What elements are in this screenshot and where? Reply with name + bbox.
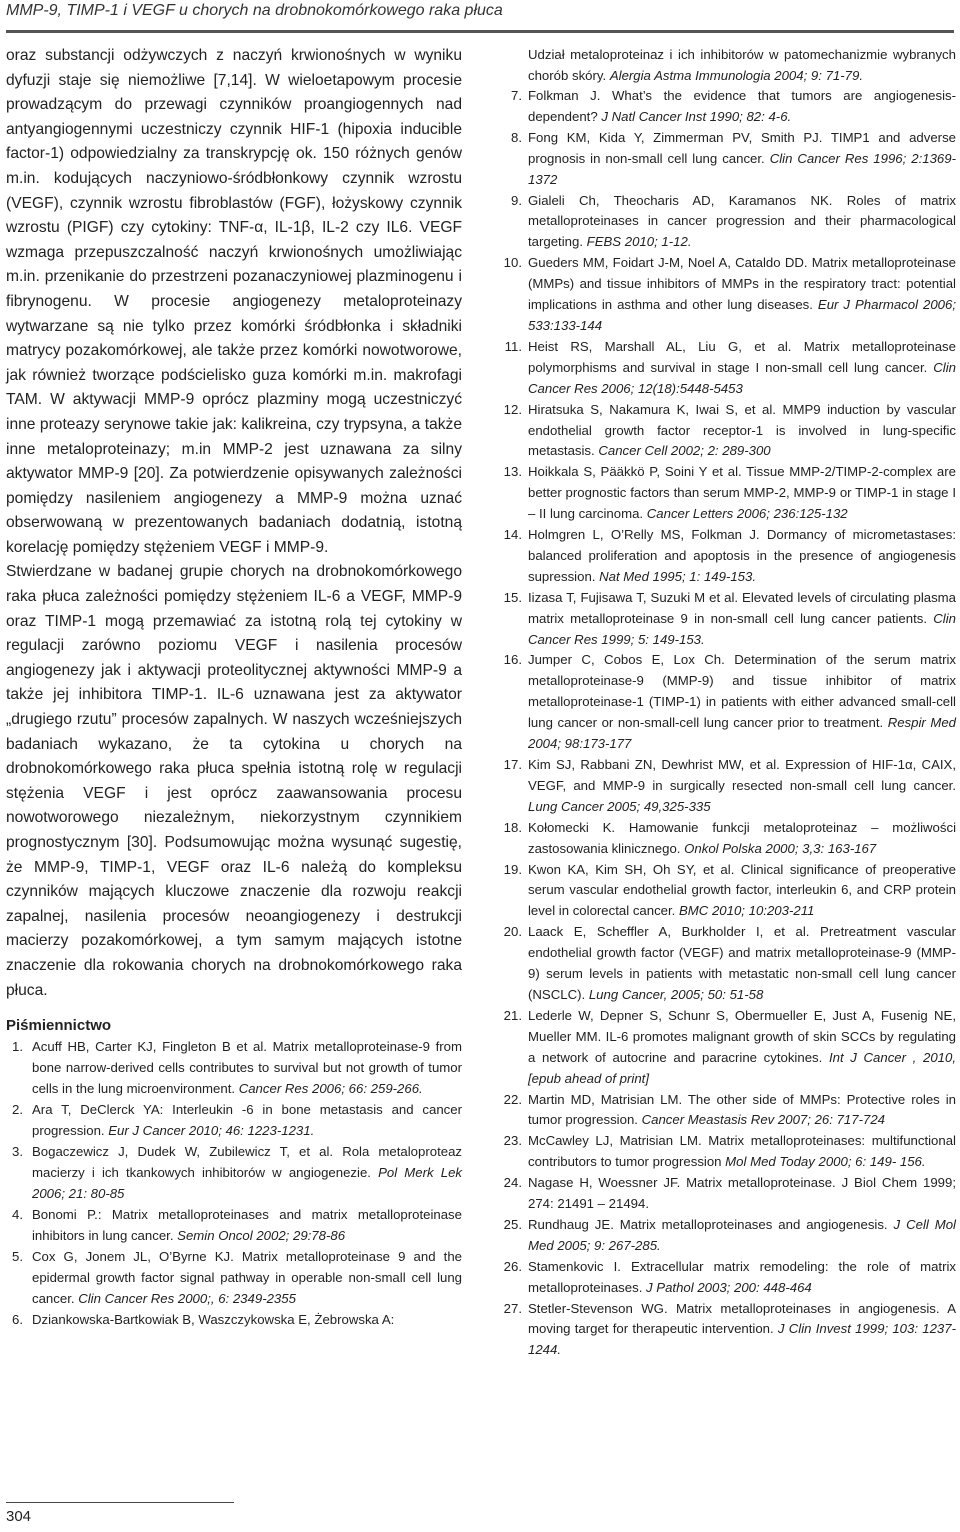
reference-number: 11. [504, 338, 522, 354]
reference-text: Hiratsuka S, Nakamura K, Iwai S, et al. MMP9 induction by vascular endothelial growth factor receptor-1 is involved in lung-specific metastasis. [528, 401, 956, 459]
reference-text: Holmgren L, O’Relly MS, Folkman J. Dormancy of micrometastases: balanced proliferation and apoptosis in the presence of angiogenesis supression. [528, 527, 956, 584]
reference-text: Kołomecki K. Hamowanie funkcji metaloproteinaz – możliwości zastosowania klinicznego. [528, 819, 956, 856]
reference-text: McCawley LJ, Matrisian LM. Matrix metalloproteinases: multifunctional contributors to tumor progression [528, 1133, 956, 1170]
reference-item [500, 922, 956, 1006]
reference-text: Acuff HB, Carter KJ, Fingleton B et al. Matrix metalloproteinase-9 from bone narrow-derived cells contributes to survival but not growth of tumor cells in the lung microenvironment. [32, 1039, 462, 1097]
reference-item [500, 337, 956, 400]
reference-text: Iizasa T, Fujisawa T, Suzuki M et al. Elevated levels of circulating plasma matrix metalloproteinase 9 in non-small cell lung cancer patients. [528, 589, 956, 626]
reference-number: 20. [503, 924, 522, 940]
article-body [6, 44, 462, 1003]
reference-number: 15. [503, 589, 522, 605]
reference-number: 5. [12, 1249, 23, 1265]
reference-citation: Lung Cancer, 2005; 50: 51-58 [588, 986, 764, 1002]
reference-item [500, 1215, 956, 1257]
reference-citation: J Natl Cancer Inst 1990; 82: 4-6. [601, 108, 792, 124]
reference-citation: BMC 2010; 10:203-211 [679, 903, 815, 919]
reference-item [500, 588, 956, 651]
reference-text: Kwon KA, Kim SH, Oh SY, et al. Clinical significance of preoperative serum vascular endothelial growth factor, interleukin 6, and CRP protein level in colorectal cancer. [528, 861, 956, 919]
body-paragraph: Stwierdzane w badanej grupie chorych na drobnokomórkowego raka płuca zależności pomiędzy stężeniem IL-6 a VEGF, MMP-9 oraz TIMP-1 mogą przemawiać za istotną rolą tej cytokiny w regulacji zarówno poziomu VEGF i nasilenia procesów angiogenezy jak i aktywacji proteolitycznej aktywności MMP-9 a także jej inhibitora TIMP-1. IL-6 uznawana jest za aktywator „drugiego rzutu” procesów zapalnych. W naszych wcześniejszych badaniach wykazano, że ta cytokina u chorych na drobnokomórkowego raka płuca spełnia istotną rolę w regulacji stężenia VEGF i jest oprócz zaawansowania procesu nowotworowego niezależnym, niekorzystnym czynnikiem prognostycznym [30]. Podsumowując można wysunąć sugestię, że MMP-9, TIMP-1, VEGF oraz IL-6 należą do kompleksu czynników mających kluczowe znaczenie dla rozwoju reakcji zapalnej, nasilenia procesów neoangiogenezy i destrukcji macierzy pozakomórkowej, a tym samym mających istotne znaczenie dla rokowania chorych na drobnokomórkowego raka płuca. [6, 563, 462, 999]
reference-number: 21. [503, 1007, 522, 1023]
reference-item [500, 525, 956, 588]
reference-item [500, 400, 956, 463]
reference-item [500, 650, 956, 755]
reference-text: Heist RS, Marshall AL, Liu G, et al. Matrix metalloproteinase polymorphisms and survival in stage I non-small cell lung cancer. [528, 338, 956, 375]
reference-item [500, 818, 956, 860]
reference-item [500, 462, 956, 525]
reference-text: Kim SJ, Rabbani ZN, Dewhrist MW, et al. Expression of HIF-1α, CAIX, VEGF, and MMP-9 in surgically resected non-small cell lung cancer. [528, 757, 956, 793]
references-heading: Piśmiennictwo [6, 1017, 112, 1035]
reference-number: 1. [12, 1039, 23, 1055]
reference-text: Jumper C, Cobos E, Lox Ch. Determination of the serum matrix metalloproteinase-9 (MMP-9) and tissue inhibitor of matrix metalloproteinase-1 (TIMP-1) in patients with either advanced small-cell lung cancer or non-small-cell lung cancer prior to treatment. [528, 652, 956, 731]
reference-text: Gialeli Ch, Theocharis AD, Karamanos NK. Roles of matrix metalloproteinases in cancer progression and their pharmacological targeting. [528, 192, 956, 250]
reference-item [6, 1246, 462, 1309]
reference-number: 7. [511, 88, 522, 103]
reference-text: Nagase H, Woessner JF. Matrix metalloproteinase. J Biol Chem 1999; 274: 21491 – 21494. [528, 1175, 956, 1212]
reference-citation: Eur J Pharmacol 2006; 533:133-144 [528, 297, 956, 333]
reference-text: Martin MD, Matrisian LM. The other side of MMPs: Protective roles in tumor progression. [528, 1091, 956, 1128]
reference-text: Stamenkovic I. Extracellular matrix remodeling: the role of matrix metalloproteinases. [528, 1258, 956, 1295]
reference-item [500, 1090, 956, 1132]
body-paragraph: oraz substancji odżywczych z naczyń krwionośnych w wyniku dyfuzji staje się niemożliwe [7,14]. W wieloetapowym procesie prowadzącym do przewagi czynników proangiogennych nad antyangiogennymi uczestniczy czynnik HIF-1 (hipoxia inducible factor-1) odpowiedzialny za transkrypcję ok. 150 różnych genów m.in. kodujących naczyniowo-śródbłonkowy czynnik wzrostu (VEGF), czynnik wzrostu fibroblastów (FGF), łożyskowy czynnik wzrostu (PIGF) czy cytokiny: TNF-α, IL-1β, IL-2 czy IL6. VEGF wzmaga przepuszczalność naczyń krwionośnych umożliwiając m.in. przenikanie do przestrzeni pozanaczyniowej plazminogenu i fibrynogenu. W procesie angiogenezy metaloproteinazy wytwarzane są nie tylko przez komórki śródbłonka i składniki matrycy pozakomórkowej, ale także przez komórki nowotworowe, jak również tworzące podścielisko guza komórki m.in. makrofagi TAM. W aktywacji MMP-9 oprócz plazminy mogą uczestniczyć inne proteazy serynowe takie jak: kalikreina, czy trypsyna, a także inne metaloproteinazy; m.in MMP-2 jest uznawana za silny aktywator MMP-9 [20]. Za potwierdzenie opisywanych zależności pomiędzy nasileniem angiogenezy a MMP-9 można uznać obserwowaną w prezentowanych badaniach dodatnią, istotną korelację pomiędzy stężeniem VEGF i MMP-9. [6, 47, 462, 556]
reference-number: 25. [503, 1216, 522, 1232]
reference-item [6, 1309, 462, 1330]
reference-number: 24. [503, 1175, 522, 1191]
reference-text: Fong KM, Kida Y, Zimmerman PV, Smith PJ. TIMP1 and adverse prognosis in non-small cell lung cancer. [528, 129, 956, 166]
reference-text: Bogaczewicz J, Dudek W, Zubilewicz T, et al. Rola metaloproteaz macierzy i ich tkankowych inhibitorów w angiogenezie. [32, 1144, 462, 1181]
reference-citation: Nat Med 1995; 1: 149-153. [599, 568, 757, 584]
reference-number: 9. [511, 192, 522, 208]
reference-item [500, 1006, 956, 1090]
reference-number: 18. [503, 819, 522, 835]
reference-text: Hoikkala S, Pääkkö P, Soini Y et al. Tissue MMP-2/TIMP-2-complex are better prognostic factors than serum MMP-2, MMP-9 or TIMP-1 in stage I – II lung carcinoma. [528, 464, 956, 522]
reference-number: 12. [503, 401, 522, 417]
reference-text: Lederle W, Depner S, Schunr S, Obermueller E, Just A, Fusenig NE, Mueller MM. IL-6 promotes malignant growth of skin SCCs by regulating a network of autocrine and paracrine cytokines. [528, 1007, 956, 1065]
reference-item [6, 1141, 462, 1204]
reference-citation: FEBS 2010; 1-12. [586, 234, 692, 250]
reference-citation: Cancer Cell 2002; 2: 289-300 [598, 443, 771, 459]
reference-number: 19. [503, 861, 522, 877]
reference-citation: Respir Med 2004; 98:173-177 [528, 715, 956, 752]
reference-text: Rundhaug JE. Matrix metalloproteinases and angiogenesis. [528, 1216, 894, 1232]
running-header [6, 0, 954, 33]
right-column [500, 44, 956, 1361]
reference-text: Dziankowska-Bartkowiak B, Waszczykowska E, Żebrowska A: [32, 1312, 395, 1328]
running-title: MMP-9, TIMP-1 i VEGF u chorych na drobnokomórkowego raka płuca [6, 2, 503, 19]
reference-number: 10. [503, 255, 522, 271]
reference-number: 13. [503, 464, 522, 480]
reference-item [500, 1257, 956, 1299]
references-list-left [6, 1036, 462, 1330]
reference-text: Gueders MM, Foidart J-M, Noel A, Cataldo DD. Matrix metalloproteinase (MMPs) and tissue inhibitors of MMPs in the respiratory tract: potential implications in asthma and other lung diseases. [528, 255, 956, 313]
reference-item [500, 86, 956, 128]
reference-item [6, 1036, 462, 1099]
reference-item [6, 1099, 462, 1141]
reference-citation: J Cell Mol Med 2005; 9: 267-285. [528, 1216, 956, 1253]
reference-citation: Lung Cancer 2005; 49,325-335 [528, 798, 711, 814]
reference-citation: Eur J Cancer 2010; 46: 1223-1231. [108, 1123, 315, 1139]
reference-text: Ara T, DeClerck YA: Interleukin -6 in bone metastasis and cancer progression. [32, 1102, 462, 1139]
reference-item [500, 1173, 956, 1215]
reference-citation: Pol Merk Lek 2006; 21: 80-85 [32, 1165, 462, 1202]
reference-item [500, 860, 956, 923]
reference-citation: Mol Med Today 2000; 6: 149- 156. [725, 1154, 926, 1170]
reference-citation: Clin Cancer Res 1996; 2:1369-1372 [528, 150, 956, 187]
reference-citation: Onkol Polska 2000; 3,3: 163-167 [684, 840, 877, 856]
reference-text: Stetler-Stevenson WG. Matrix metalloproteinases in angiogenesis. A moving target for therapeutic intervention. [528, 1300, 956, 1337]
reference-citation: Alergia Astma Immunologia 2004; 9: 71-79. [609, 68, 863, 83]
reference-citation: Cancer Res 2006; 66: 259-266. [238, 1081, 423, 1097]
reference-number: 23. [503, 1133, 522, 1149]
reference-citation: Cancer Meastasis Rev 2007; 26: 717-724 [641, 1112, 885, 1128]
reference-citation: Clin Cancer Res 1999; 5: 149-153. [528, 610, 956, 647]
footer-rule [6, 1502, 234, 1503]
reference-item [500, 191, 956, 254]
reference-citation: Clin Cancer Res 2000;, 6: 2349-2355 [78, 1291, 296, 1307]
reference-item [6, 1204, 462, 1246]
reference-text: Folkman J. What’s the evidence that tumors are angiogenesis-dependent? [528, 88, 956, 124]
reference-citation: J Clin Invest 1999; 103: 1237-1244. [528, 1321, 956, 1358]
reference-number: 4. [12, 1207, 23, 1223]
reference-number: 14. [503, 527, 522, 543]
reference-number: 26. [503, 1258, 522, 1274]
reference-citation: Semin Oncol 2002; 29:78-86 [177, 1228, 346, 1244]
reference-citation: J Pathol 2003; 200: 448-464 [646, 1279, 812, 1295]
reference-number: 2. [12, 1102, 23, 1118]
reference-text: Udział metaloproteinaz i ich inhibitorów w patomechanizmie wybranych chorób skóry. [528, 47, 956, 83]
reference-item [500, 755, 956, 818]
reference-citation: Clin Cancer Res 2006; 12(18):5448-5453 [528, 359, 956, 396]
reference-item [500, 253, 956, 337]
reference-item [500, 1131, 956, 1173]
reference-item [500, 1299, 956, 1362]
reference-number: 8. [511, 129, 522, 145]
reference-number: 16. [503, 652, 522, 668]
reference-number: 27. [503, 1300, 522, 1316]
reference-text: Bonomi P.: Matrix metalloproteinases and matrix metalloproteinase inhibitors in lung cancer. [32, 1207, 462, 1244]
page-number: 304 [6, 1508, 32, 1525]
reference-number: 22. [503, 1091, 522, 1107]
reference-citation: Int J Cancer , 2010, [epub ahead of print] [528, 1049, 956, 1086]
reference-text: Laack E, Scheffler A, Burkholder I, et al. Pretreatment vascular endothelial growth factor (VEGF) and matrix metalloproteinase-9 (MMP-9) serum levels in patients with metastatic non-small cell lung cancer (NSCLC). [528, 924, 956, 1002]
reference-number: 6. [12, 1312, 23, 1328]
reference-number: 3. [12, 1144, 23, 1160]
reference-6-continuation [500, 44, 956, 86]
reference-number: 17. [503, 757, 522, 772]
references-list-right [500, 86, 956, 1361]
left-column [6, 44, 462, 1330]
reference-citation: Cancer Letters 2006; 236:125-132 [646, 506, 848, 522]
reference-item [500, 128, 956, 191]
reference-text: Cox G, Jonem JL, O’Byrne KJ. Matrix metalloproteinase 9 and the epidermal growth factor signal pathway in operable non-small cell lung cancer. [32, 1249, 462, 1307]
